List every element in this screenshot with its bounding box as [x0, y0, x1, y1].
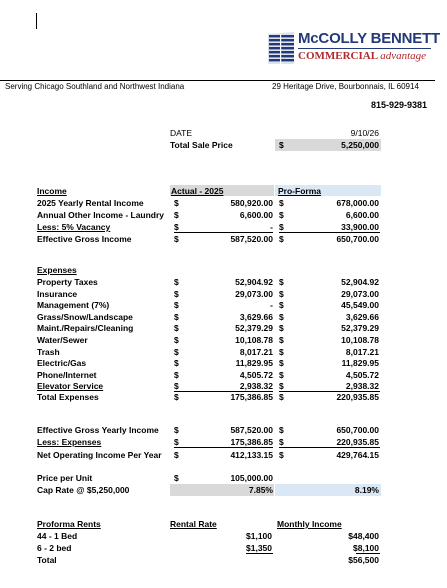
proforma-value: 429,764.15 [336, 450, 379, 460]
actual-value: 29,073.00 [235, 289, 273, 299]
rent-row-rate: $1,100 [246, 531, 272, 541]
proforma-value: 6,600.00 [345, 210, 379, 220]
actual-underline [174, 232, 273, 233]
rent-row-label: Total [37, 555, 57, 565]
proforma-dollar-sign: $ [279, 300, 284, 310]
rent-row-label: 44 - 1 Bed [37, 531, 78, 541]
mccolly-building-logo-icon [266, 30, 296, 66]
actual-dollar-sign: $ [174, 392, 179, 402]
proforma-value: 52,904.92 [341, 277, 379, 287]
actual-value: 412,133.15 [230, 450, 273, 460]
proforma-dollar-sign: $ [279, 450, 284, 460]
proforma-value: 650,700.00 [336, 234, 379, 244]
cap-rate-proforma: 8.19% [354, 485, 379, 495]
proforma-dollar-sign: $ [279, 312, 284, 322]
proforma-dollar-sign: $ [279, 335, 284, 345]
actual-dollar-sign: $ [174, 347, 179, 357]
row-label: Water/Sewer [37, 335, 88, 345]
proforma-rents-heading: Proforma Rents [37, 519, 101, 529]
actual-dollar-sign: $ [174, 289, 179, 299]
actual-value: 4,505.72 [239, 370, 273, 380]
actual-dollar-sign: $ [174, 300, 179, 310]
text-cursor [36, 13, 37, 29]
proforma-dollar-sign: $ [279, 210, 284, 220]
rent-row-monthly: $48,400 [348, 531, 379, 541]
col-proforma-header: Pro-Forma [278, 186, 321, 196]
proforma-value: 650,700.00 [336, 425, 379, 435]
header-address: 29 Heritage Drive, Bourbonnais, IL 60914 [272, 82, 419, 91]
actual-value: 175,386.85 [230, 437, 273, 447]
actual-value: 3,629.66 [239, 312, 273, 322]
actual-value: 587,520.00 [230, 425, 273, 435]
actual-value: 52,379.29 [235, 323, 273, 333]
actual-dollar-sign: $ [174, 198, 179, 208]
actual-dollar-sign: $ [174, 370, 179, 380]
proforma-dollar-sign: $ [279, 437, 284, 447]
actual-value: 2,938.32 [239, 381, 273, 391]
proforma-dollar-sign: $ [279, 198, 284, 208]
actual-value: 587,520.00 [230, 234, 273, 244]
proforma-dollar-sign: $ [279, 425, 284, 435]
rent-row-monthly: $56,500 [348, 555, 379, 565]
actual-dollar-sign: $ [174, 277, 179, 287]
actual-value: 11,829.95 [235, 358, 273, 368]
monthly-underline [356, 553, 380, 554]
row-label: Trash [37, 347, 60, 357]
actual-dollar-sign: $ [174, 381, 179, 391]
actual-dollar-sign: $ [174, 222, 179, 232]
proforma-value: 33,900.00 [341, 222, 379, 232]
proforma-value: 8,017.21 [345, 347, 379, 357]
actual-dollar-sign: $ [174, 450, 179, 460]
actual-dollar-sign: $ [174, 437, 179, 447]
proforma-dollar-sign: $ [279, 289, 284, 299]
row-label: 2025 Yearly Rental Income [37, 198, 144, 208]
price-per-unit-value: 105,000.00 [230, 473, 273, 483]
proforma-value: 11,829.95 [341, 358, 379, 368]
header-service-area: Serving Chicago Southland and Northwest Indiana [5, 82, 185, 91]
proforma-dollar-sign: $ [279, 234, 284, 244]
proforma-value: 2,938.32 [345, 381, 379, 391]
proforma-dollar-sign: $ [279, 323, 284, 333]
proforma-value: 52,379.29 [341, 323, 379, 333]
sale-price-value: 5,250,000 [341, 140, 379, 150]
row-label: Grass/Snow/Landscape [37, 312, 133, 322]
monthly-income-header: Monthly Income [277, 519, 342, 529]
actual-value: 8,017.21 [239, 347, 273, 357]
price-per-unit-symbol: $ [174, 473, 179, 483]
header-divider [0, 80, 435, 81]
actual-dollar-sign: $ [174, 425, 179, 435]
price-per-unit-label: Price per Unit [37, 473, 93, 483]
actual-value: 175,386.85 [230, 392, 273, 402]
row-label: Elevator Service [37, 381, 104, 391]
proforma-value: 3,629.66 [345, 312, 379, 322]
brand-name: McCOLLY BENNETT [298, 30, 441, 47]
rent-row-rate: $1,350 [246, 543, 272, 553]
proforma-value: 220,935.85 [336, 437, 379, 447]
proforma-value: 45,549.00 [341, 300, 379, 310]
row-label: Maint./Repairs/Cleaning [37, 323, 134, 333]
actual-value: - [270, 300, 273, 310]
rate-underline [246, 553, 273, 554]
proforma-underline [279, 447, 380, 448]
proforma-value: 29,073.00 [341, 289, 379, 299]
row-label: Property Taxes [37, 277, 98, 287]
brand-sub-italic: advantage [380, 50, 427, 62]
actual-dollar-sign: $ [174, 210, 179, 220]
col-actual-header: Actual - 2025 [171, 186, 224, 196]
header-phone: 815-929-9381 [371, 100, 428, 110]
row-label: Total Expenses [37, 392, 99, 402]
proforma-underline [279, 232, 380, 233]
proforma-value: 4,505.72 [345, 370, 379, 380]
proforma-value: 678,000.00 [336, 198, 379, 208]
expenses-heading: Expenses [37, 265, 77, 275]
brand-rule [298, 48, 431, 49]
actual-value: 6,600.00 [239, 210, 273, 220]
actual-dollar-sign: $ [174, 312, 179, 322]
total-sale-price-label: Total Sale Price [170, 140, 233, 150]
row-label: Effective Gross Income [37, 234, 132, 244]
row-label: Electric/Gas [37, 358, 87, 368]
brand-sub-main: COMMERCIAL [298, 50, 378, 62]
proforma-dollar-sign: $ [279, 358, 284, 368]
rent-row-monthly: $8,100 [353, 543, 379, 553]
proforma-dollar-sign: $ [279, 277, 284, 287]
proforma-dollar-sign: $ [279, 347, 284, 357]
cap-rate-label: Cap Rate @ $5,250,000 [37, 485, 130, 495]
actual-underline [174, 447, 273, 448]
row-label: Less: 5% Vacancy [37, 222, 111, 232]
row-label: Management (7%) [37, 300, 110, 310]
row-label: Annual Other Income - Laundry [37, 210, 165, 220]
proforma-dollar-sign: $ [279, 370, 284, 380]
proforma-dollar-sign: $ [279, 381, 284, 391]
proforma-dollar-sign: $ [279, 222, 284, 232]
rent-row-label: 6 - 2 bed [37, 543, 72, 553]
actual-dollar-sign: $ [174, 358, 179, 368]
row-label: Effective Gross Yearly Income [37, 425, 159, 435]
cap-rate-actual: 7.85% [248, 485, 273, 495]
row-label: Less: Expenses [37, 437, 102, 447]
date-label: DATE [170, 128, 193, 138]
proforma-value: 220,935.85 [336, 392, 379, 402]
actual-dollar-sign: $ [174, 234, 179, 244]
row-label: Insurance [37, 289, 78, 299]
date-value: 9/10/26 [350, 128, 379, 138]
brand-subtitle [298, 50, 426, 62]
row-label: Phone/Internet [37, 370, 97, 380]
actual-dollar-sign: $ [174, 335, 179, 345]
sale-price-symbol: $ [279, 140, 284, 150]
proforma-value: 10,108.78 [341, 335, 379, 345]
row-label: Net Operating Income Per Year [37, 450, 162, 460]
actual-value: 10,108.78 [235, 335, 273, 345]
rental-rate-header: Rental Rate [170, 519, 217, 529]
actual-value: - [270, 222, 273, 232]
actual-dollar-sign: $ [174, 323, 179, 333]
actual-value: 52,904.92 [235, 277, 273, 287]
actual-value: 580,920.00 [230, 198, 273, 208]
proforma-dollar-sign: $ [279, 392, 284, 402]
income-heading: Income [37, 186, 67, 196]
